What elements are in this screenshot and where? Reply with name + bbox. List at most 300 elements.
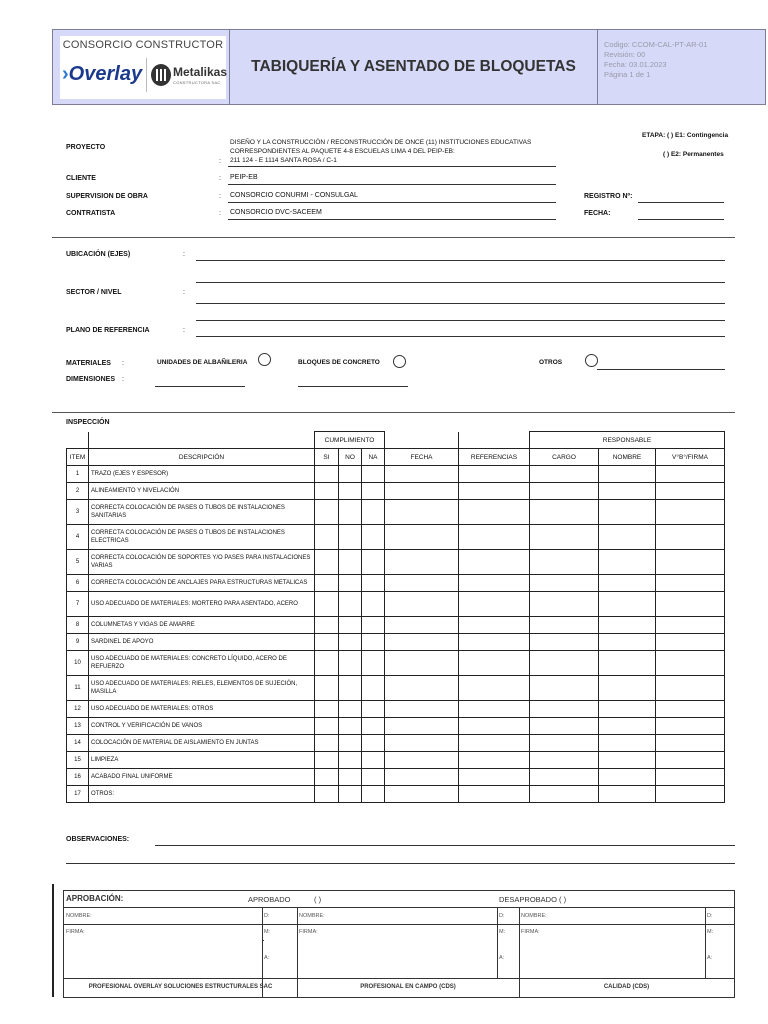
supervision-value[interactable]: CONSORCIO CONURMI - CONSULGAL xyxy=(230,192,358,199)
responsable-header: RESPONSABLE xyxy=(530,432,725,449)
vb-firma-cell[interactable] xyxy=(656,701,725,718)
approval-left-bar xyxy=(52,884,54,997)
referencias-cell[interactable] xyxy=(459,592,530,617)
cliente-value[interactable]: PEIP-EB xyxy=(230,174,258,181)
no-cell[interactable] xyxy=(339,525,362,550)
fecha-cell[interactable] xyxy=(385,483,459,500)
etapa-e1[interactable]: ETAPA: ( ) E1: Contingencia xyxy=(642,132,729,139)
descripcion-cell: CORRECTA COLOCACIÓN DE PASES O TUBOS DE INSTALACIONES SANITARIAS xyxy=(89,500,315,525)
inspection-table xyxy=(66,431,725,803)
table-row xyxy=(67,786,725,803)
na-cell[interactable] xyxy=(362,550,385,575)
cargo-cell[interactable] xyxy=(530,550,599,575)
descripcion-cell: LIMPIEZA xyxy=(89,752,315,769)
si-cell[interactable] xyxy=(315,769,339,786)
sector-colon: : xyxy=(183,289,185,296)
contratista-value[interactable]: CONSORCIO DVC-SACEEM xyxy=(230,209,322,216)
referencias-cell[interactable] xyxy=(459,718,530,735)
nombre-cell[interactable] xyxy=(599,634,656,651)
approver-3-nombre[interactable]: NOMBRE: xyxy=(521,913,547,919)
proyecto-colon: : xyxy=(219,158,221,165)
referencias-cell[interactable] xyxy=(459,634,530,651)
no-cell[interactable] xyxy=(339,651,362,676)
fecha-cell[interactable] xyxy=(385,525,459,550)
table-row xyxy=(67,701,725,718)
si-cell[interactable] xyxy=(315,466,339,483)
cargo-cell[interactable] xyxy=(530,651,599,676)
approver-2-a[interactable]: A: xyxy=(499,955,505,961)
cargo-cell[interactable] xyxy=(530,752,599,769)
fecha-cell[interactable] xyxy=(385,500,459,525)
sector-field-1[interactable] xyxy=(196,303,725,304)
column-header-descripcion: DESCRIPCIÓN xyxy=(89,449,315,466)
na-cell[interactable] xyxy=(362,592,385,617)
fecha-field[interactable] xyxy=(638,219,724,220)
item-cell: 8 xyxy=(67,617,89,634)
referencias-cell[interactable] xyxy=(459,550,530,575)
table-row xyxy=(67,634,725,651)
si-cell[interactable] xyxy=(315,634,339,651)
approval-col-line xyxy=(705,908,706,978)
ubicacion-label: UBICACIÓN (EJES) xyxy=(66,251,131,258)
descripcion-cell: ACABADO FINAL UNIFORME xyxy=(89,769,315,786)
desaprobado-checkbox[interactable]: DESAPROBADO ( ) xyxy=(499,895,567,904)
cargo-cell[interactable] xyxy=(530,735,599,752)
fecha-cell[interactable] xyxy=(385,769,459,786)
proyecto-value-line3: 211 124 - E 1114 SANTA ROSA / C-1 xyxy=(230,157,337,164)
item-cell: 6 xyxy=(67,575,89,592)
dimensiones-label: DIMENSIONES xyxy=(66,376,116,383)
table-corner-cell xyxy=(89,432,315,449)
descripcion-cell: TRAZO (EJES Y ESPESOR) xyxy=(89,466,315,483)
column-header-na: NA xyxy=(362,449,385,466)
approver-2-m[interactable]: M: xyxy=(499,929,506,935)
referencias-cell[interactable] xyxy=(459,651,530,676)
nombre-cell[interactable] xyxy=(599,483,656,500)
observaciones-field-2[interactable] xyxy=(66,863,735,864)
referencias-cell[interactable] xyxy=(459,752,530,769)
si-cell[interactable] xyxy=(315,651,339,676)
table-column-header-row xyxy=(67,449,725,466)
observaciones-label: OBSERVACIONES: xyxy=(66,836,130,843)
nombre-cell[interactable] xyxy=(599,786,656,803)
descripcion-cell: USO ADECUADO DE MATERIALES: MORTERO PARA ASENTADO, ACERO xyxy=(89,592,315,617)
si-cell[interactable] xyxy=(315,550,339,575)
proyecto-label: PROYECTO xyxy=(66,144,106,151)
approver-1-d[interactable]: D: xyxy=(264,913,270,919)
nombre-cell[interactable] xyxy=(599,550,656,575)
si-cell[interactable] xyxy=(315,617,339,634)
item-cell: 7 xyxy=(67,592,89,617)
referencias-cell[interactable] xyxy=(459,575,530,592)
item-cell: 13 xyxy=(67,718,89,735)
registro-label: REGISTRO Nº: xyxy=(584,193,633,200)
column-header-nombre: NOMBRE xyxy=(599,449,656,466)
si-cell[interactable] xyxy=(315,786,339,803)
plano-colon: : xyxy=(183,327,185,334)
fecha-cell[interactable] xyxy=(385,634,459,651)
table-corner-cell xyxy=(385,432,459,449)
si-cell[interactable] xyxy=(315,525,339,550)
metalikas-logo-subtext: CONSTRUCTORA SAC xyxy=(173,80,221,85)
na-cell[interactable] xyxy=(362,575,385,592)
cargo-cell[interactable] xyxy=(530,786,599,803)
cargo-cell[interactable] xyxy=(530,718,599,735)
item-cell: 3 xyxy=(67,500,89,525)
etapa-e2[interactable]: ( ) E2: Permanentes xyxy=(663,151,724,158)
no-cell[interactable] xyxy=(339,617,362,634)
fecha-cell[interactable] xyxy=(385,752,459,769)
column-header-referencias: REFERENCIAS xyxy=(459,449,530,466)
overlay-chevron-icon: › xyxy=(62,63,69,85)
ubicacion-field-1[interactable] xyxy=(196,260,725,261)
vb-firma-cell[interactable] xyxy=(656,769,725,786)
materiales-colon: : xyxy=(122,360,124,367)
option-otros-label: OTROS xyxy=(539,359,563,366)
column-header-fecha: FECHA xyxy=(385,449,459,466)
cargo-cell[interactable] xyxy=(530,466,599,483)
meta-revision: Revisión: 00 xyxy=(604,50,646,59)
descripcion-cell: SARDINEL DE APOYO xyxy=(89,634,315,651)
vb-firma-cell[interactable] xyxy=(656,752,725,769)
referencias-cell[interactable] xyxy=(459,786,530,803)
item-cell: 11 xyxy=(67,676,89,701)
item-cell: 2 xyxy=(67,483,89,500)
vb-firma-cell[interactable] xyxy=(656,651,725,676)
fecha-cell[interactable] xyxy=(385,550,459,575)
table-row xyxy=(67,592,725,617)
descripcion-cell: USO ADECUADO DE MATERIALES: OTROS xyxy=(89,701,315,718)
no-cell[interactable] xyxy=(339,575,362,592)
vb-firma-cell[interactable] xyxy=(656,575,725,592)
dimensiones-field-2[interactable] xyxy=(298,386,408,387)
referencias-cell[interactable] xyxy=(459,676,530,701)
aprobado-checkbox[interactable]: ( ) xyxy=(314,895,322,904)
inspeccion-label: INSPECCIÓN xyxy=(66,419,110,426)
cargo-cell[interactable] xyxy=(530,592,599,617)
plano-label: PLANO DE REFERENCIA xyxy=(66,327,150,334)
fecha-cell[interactable] xyxy=(385,466,459,483)
overlay-logo-text: Overlay xyxy=(68,63,143,85)
materiales-label: MATERIALES xyxy=(66,360,111,367)
nombre-cell[interactable] xyxy=(599,466,656,483)
meta-code: Codigo: CCOM-CAL-PT-AR-01 xyxy=(604,40,708,49)
fecha-cell[interactable] xyxy=(385,592,459,617)
option-albanileria-label: UNIDADES DE ALBAÑILERIA xyxy=(157,359,248,366)
table-group-header-row xyxy=(67,432,725,449)
section-divider-1 xyxy=(52,237,735,238)
section-divider-2 xyxy=(52,412,735,413)
column-header-vb-firma: V°B°/FIRMA xyxy=(656,449,725,466)
item-cell: 17 xyxy=(67,786,89,803)
option-bloques-label: BLOQUES DE CONCRETO xyxy=(298,359,380,366)
approver-3-a[interactable]: A: xyxy=(707,955,713,961)
na-cell[interactable] xyxy=(362,617,385,634)
item-cell: 10 xyxy=(67,651,89,676)
cargo-cell[interactable] xyxy=(530,617,599,634)
sector-field-2[interactable] xyxy=(196,320,725,321)
approver-3-firma[interactable]: FIRMA: xyxy=(521,929,540,935)
nombre-cell[interactable] xyxy=(599,651,656,676)
descripcion-cell: CORRECTA COLOCACIÓN DE PASES O TUBOS DE INSTALACIONES ELECTRICAS xyxy=(89,525,315,550)
proyecto-value-line1: DISEÑO Y LA CONSTRUCCIÓN / RECONSTRUCCIÓN DE ONCE (11) INSTITUCIONES EDUCATIVAS xyxy=(230,139,532,146)
na-cell[interactable] xyxy=(362,718,385,735)
item-cell: 16 xyxy=(67,769,89,786)
fecha-cell[interactable] xyxy=(385,735,459,752)
si-cell[interactable] xyxy=(315,735,339,752)
descripcion-cell: COLUMNETAS Y VIGAS DE AMARRE xyxy=(89,617,315,634)
table-row xyxy=(67,500,725,525)
no-cell[interactable] xyxy=(339,466,362,483)
approver-3-d[interactable]: D: xyxy=(707,913,713,919)
table-row xyxy=(67,575,725,592)
table-row xyxy=(67,525,725,550)
si-cell[interactable] xyxy=(315,752,339,769)
option-bloques-radio[interactable] xyxy=(393,355,406,368)
proyecto-underline xyxy=(228,166,556,167)
logo-area xyxy=(53,30,230,104)
nombre-cell[interactable] xyxy=(599,525,656,550)
no-cell[interactable] xyxy=(339,735,362,752)
vb-firma-cell[interactable] xyxy=(656,550,725,575)
no-cell[interactable] xyxy=(339,550,362,575)
document-meta xyxy=(604,40,707,80)
descripcion-cell: COLOCACIÓN DE MATERIAL DE AISLAMIENTO EN JUNTAS xyxy=(89,735,315,752)
cumplimiento-header: CUMPLIMIENTO xyxy=(315,432,385,449)
fecha-cell[interactable] xyxy=(385,617,459,634)
cliente-underline xyxy=(228,184,556,185)
table-row xyxy=(67,483,725,500)
descripcion-cell: ALINEAMIENTO Y NIVELACIÓN xyxy=(89,483,315,500)
metalikas-logo-text: Metalikas xyxy=(173,65,228,79)
aprobado-label: APROBADO xyxy=(248,895,291,904)
cliente-label: CLIENTE xyxy=(66,175,96,182)
nombre-cell[interactable] xyxy=(599,676,656,701)
fecha-cell[interactable] xyxy=(385,786,459,803)
nombre-cell[interactable] xyxy=(599,575,656,592)
item-cell: 14 xyxy=(67,735,89,752)
descripcion-cell: USO ADECUADO DE MATERIALES: CONCRETO LÍQUIDO, ACERO DE REFUERZO xyxy=(89,651,315,676)
table-row xyxy=(67,735,725,752)
nombre-cell[interactable] xyxy=(599,752,656,769)
document-title: TABIQUERÍA Y ASENTADO DE BLOQUETAS xyxy=(230,30,598,104)
no-cell[interactable] xyxy=(339,676,362,701)
na-cell[interactable] xyxy=(362,786,385,803)
footer-calidad: CALIDAD (CDS) xyxy=(603,984,650,990)
approver-2-nombre[interactable]: NOMBRE: xyxy=(299,913,325,919)
si-cell[interactable] xyxy=(315,718,339,735)
cargo-cell[interactable] xyxy=(530,769,599,786)
si-cell[interactable] xyxy=(315,483,339,500)
column-header-cargo: CARGO xyxy=(530,449,599,466)
approval-row-line-2 xyxy=(64,978,734,979)
supervision-colon: : xyxy=(219,193,221,200)
no-cell[interactable] xyxy=(339,786,362,803)
descripcion-cell: CORRECTA COLOCACIÓN DE SOPORTES Y/O PASES PARA INSTALACIONES VARIAS xyxy=(89,550,315,575)
vb-firma-cell[interactable] xyxy=(656,786,725,803)
vb-firma-cell[interactable] xyxy=(656,676,725,701)
no-cell[interactable] xyxy=(339,483,362,500)
referencias-cell[interactable] xyxy=(459,525,530,550)
no-cell[interactable] xyxy=(339,592,362,617)
overlay-logo xyxy=(62,56,146,92)
nombre-cell[interactable] xyxy=(599,617,656,634)
si-cell[interactable] xyxy=(315,500,339,525)
column-header-item: ITEM xyxy=(67,449,89,466)
no-cell[interactable] xyxy=(339,634,362,651)
na-cell[interactable] xyxy=(362,634,385,651)
referencias-cell[interactable] xyxy=(459,483,530,500)
cargo-cell[interactable] xyxy=(530,575,599,592)
metalikas-logo xyxy=(151,58,228,92)
na-cell[interactable] xyxy=(362,701,385,718)
table-corner-cell xyxy=(459,432,530,449)
descripcion-cell: OTROS: xyxy=(89,786,315,803)
approval-row-line-1 xyxy=(64,924,734,925)
otros-field[interactable] xyxy=(597,369,725,370)
column-header-si: SI xyxy=(315,449,339,466)
approver-3-m[interactable]: M: xyxy=(707,929,714,935)
cargo-cell[interactable] xyxy=(530,676,599,701)
contratista-underline xyxy=(228,219,556,220)
na-cell[interactable] xyxy=(362,735,385,752)
table-row xyxy=(67,769,725,786)
fecha-cell[interactable] xyxy=(385,718,459,735)
approval-header-row xyxy=(64,891,734,908)
approver-1-firma[interactable]: FIRMA: xyxy=(66,929,85,935)
na-cell[interactable] xyxy=(362,769,385,786)
si-cell[interactable] xyxy=(315,676,339,701)
referencias-cell[interactable] xyxy=(459,466,530,483)
na-cell[interactable] xyxy=(362,483,385,500)
item-cell: 12 xyxy=(67,701,89,718)
approval-section xyxy=(63,890,735,998)
fecha-cell[interactable] xyxy=(385,676,459,701)
na-cell[interactable] xyxy=(362,651,385,676)
descripcion-cell: CORRECTA COLOCACIÓN DE ANCLAJES PARA ESTRUCTURAS METALICAS xyxy=(89,575,315,592)
si-cell[interactable] xyxy=(315,701,339,718)
nombre-cell[interactable] xyxy=(599,500,656,525)
referencias-cell[interactable] xyxy=(459,701,530,718)
table-corner-cell xyxy=(67,432,89,449)
nombre-cell[interactable] xyxy=(599,701,656,718)
table-row xyxy=(67,718,725,735)
company-name: CONSORCIO CONSTRUCTOR xyxy=(62,39,224,51)
supervision-label: SUPERVISION DE OBRA xyxy=(66,193,148,200)
cargo-cell[interactable] xyxy=(530,483,599,500)
registro-field[interactable] xyxy=(638,202,724,203)
no-cell[interactable] xyxy=(339,752,362,769)
approver-1-nombre[interactable]: NOMBRE: xyxy=(66,913,92,919)
si-cell[interactable] xyxy=(315,592,339,617)
fecha-cell[interactable] xyxy=(385,575,459,592)
nombre-cell[interactable] xyxy=(599,769,656,786)
na-cell[interactable] xyxy=(362,500,385,525)
vb-firma-cell[interactable] xyxy=(656,617,725,634)
item-cell: 15 xyxy=(67,752,89,769)
vb-firma-cell[interactable] xyxy=(656,735,725,752)
vb-firma-cell[interactable] xyxy=(656,634,725,651)
metalikas-mark-icon xyxy=(151,64,171,86)
observaciones-field-1[interactable] xyxy=(155,845,735,846)
na-cell[interactable] xyxy=(362,525,385,550)
option-otros-radio[interactable] xyxy=(585,354,598,367)
na-cell[interactable] xyxy=(362,752,385,769)
approver-2-firma[interactable]: FIRMA: xyxy=(299,929,318,935)
logo-divider xyxy=(146,58,147,92)
no-cell[interactable] xyxy=(339,718,362,735)
footer-profesional-campo: PROFESIONAL EN CAMPO (CDS) xyxy=(360,984,456,990)
vb-firma-cell[interactable] xyxy=(656,500,725,525)
approval-title: APROBACIÓN: xyxy=(66,894,124,903)
na-cell[interactable] xyxy=(362,676,385,701)
sector-label: SECTOR / NIVEL xyxy=(66,289,122,296)
item-cell: 5 xyxy=(67,550,89,575)
nombre-cell[interactable] xyxy=(599,718,656,735)
approver-2-d[interactable]: D: xyxy=(499,913,505,919)
vb-firma-cell[interactable] xyxy=(656,592,725,617)
vb-firma-cell[interactable] xyxy=(656,525,725,550)
no-cell[interactable] xyxy=(339,500,362,525)
descripcion-cell: CONTROL Y VERIFICACIÓN DE VANOS xyxy=(89,718,315,735)
vb-firma-cell[interactable] xyxy=(656,718,725,735)
nombre-cell[interactable] xyxy=(599,592,656,617)
logo-box xyxy=(60,36,226,99)
vb-firma-cell[interactable] xyxy=(656,466,725,483)
referencias-cell[interactable] xyxy=(459,500,530,525)
cliente-colon: : xyxy=(219,175,221,182)
table-row xyxy=(67,752,725,769)
approver-1-m[interactable]: M: xyxy=(264,929,271,935)
plano-field[interactable] xyxy=(196,336,725,337)
approver-1-a[interactable]: A: xyxy=(264,955,270,961)
fecha-label: FECHA: xyxy=(584,210,611,217)
referencias-cell[interactable] xyxy=(459,617,530,634)
table-row xyxy=(67,676,725,701)
ubicacion-colon: : xyxy=(183,251,185,258)
cargo-cell[interactable] xyxy=(530,701,599,718)
nombre-cell[interactable] xyxy=(599,735,656,752)
cargo-cell[interactable] xyxy=(530,500,599,525)
cargo-cell[interactable] xyxy=(530,634,599,651)
fecha-cell[interactable] xyxy=(385,651,459,676)
table-row xyxy=(67,550,725,575)
referencias-cell[interactable] xyxy=(459,769,530,786)
cargo-cell[interactable] xyxy=(530,525,599,550)
footer-overlay-profesional: PROFESIONAL OVERLAY SOLUCIONES ESTRUCTURALES SAC xyxy=(88,984,273,990)
referencias-cell[interactable] xyxy=(459,735,530,752)
table-row xyxy=(67,651,725,676)
column-header-no: NO xyxy=(339,449,362,466)
proyecto-value-line2: CORRESPONDIENTES AL PAQUETE 4-8 ESCUELAS LIMA 4 DEL PEIP-EB: xyxy=(230,148,455,155)
item-cell: 9 xyxy=(67,634,89,651)
document-header xyxy=(52,29,766,105)
na-cell[interactable] xyxy=(362,466,385,483)
si-cell[interactable] xyxy=(315,575,339,592)
fecha-cell[interactable] xyxy=(385,701,459,718)
option-albanileria-radio[interactable] xyxy=(258,353,271,366)
descripcion-cell: USO ADECUADO DE MATERIALES: RIELES, ELEMENTOS DE SUJECIÓN, MASILLA xyxy=(89,676,315,701)
no-cell[interactable] xyxy=(339,769,362,786)
dimensiones-field-1[interactable] xyxy=(155,386,245,387)
meta-date: Fecha: 03.01.2023 xyxy=(604,60,667,69)
table-row xyxy=(67,617,725,634)
dimensiones-colon: : xyxy=(122,376,124,383)
item-cell: 4 xyxy=(67,525,89,550)
no-cell[interactable] xyxy=(339,701,362,718)
ubicacion-field-2[interactable] xyxy=(196,282,725,283)
vb-firma-cell[interactable] xyxy=(656,483,725,500)
